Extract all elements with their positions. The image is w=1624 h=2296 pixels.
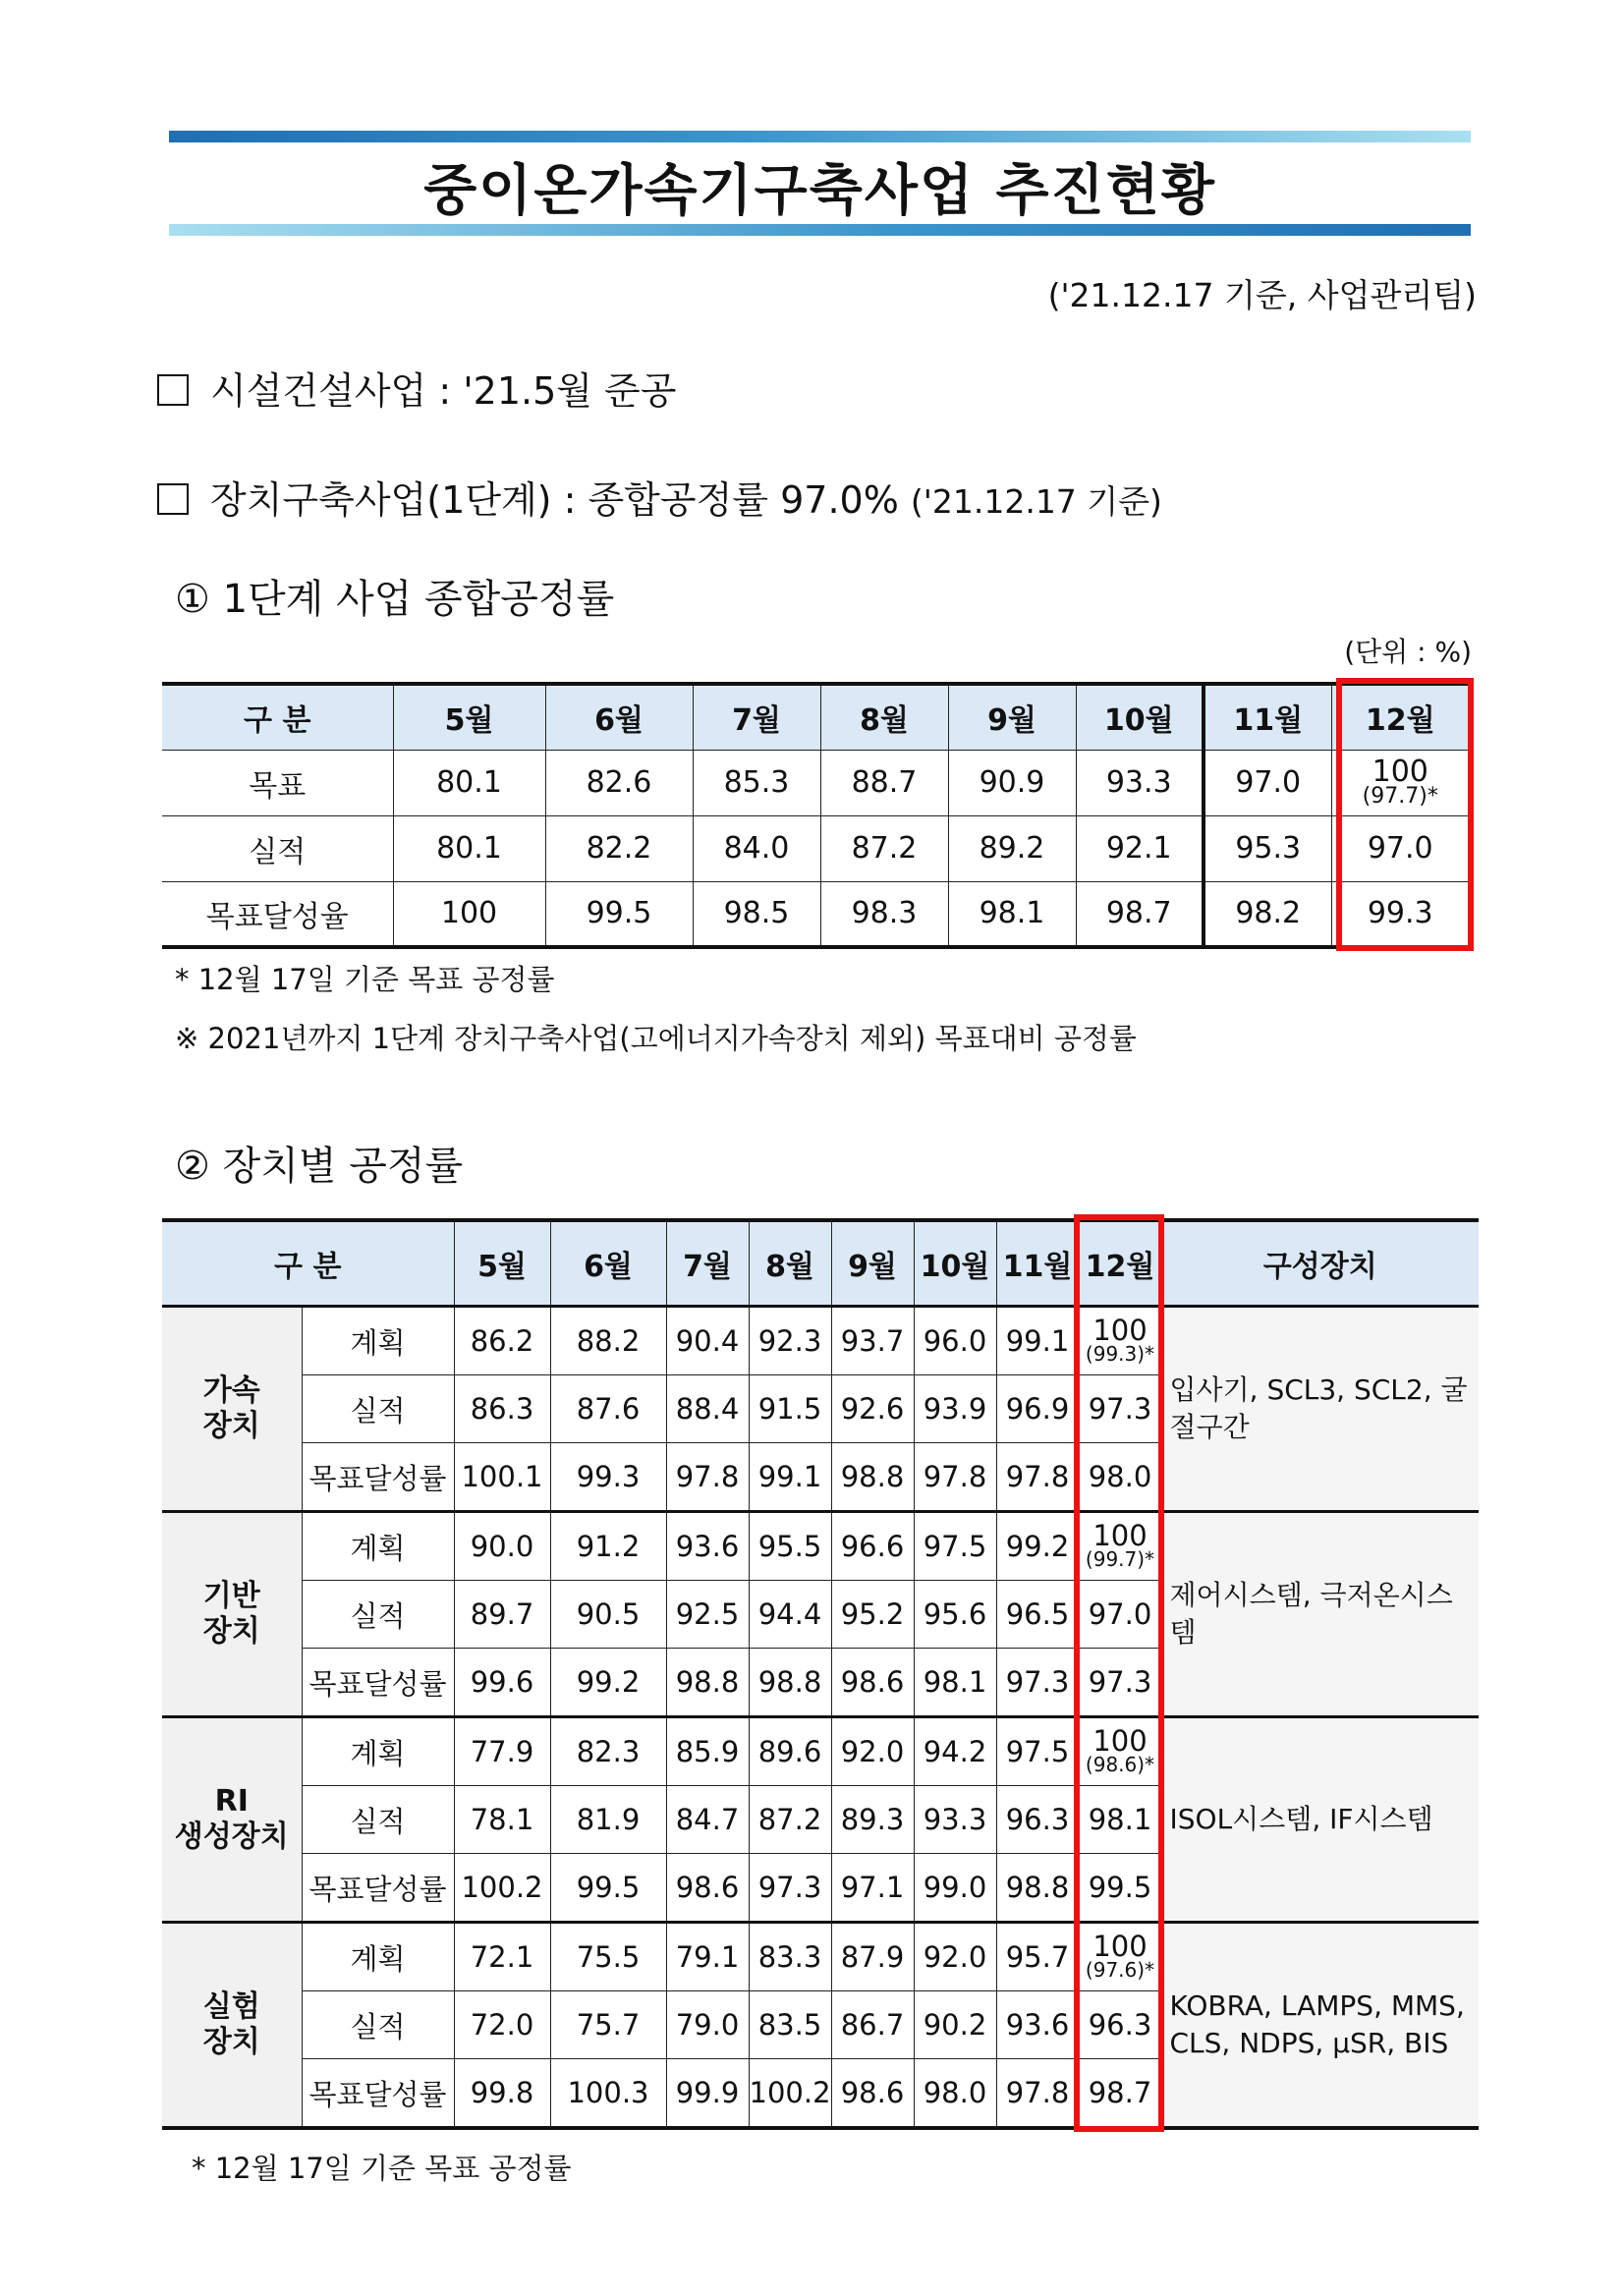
table-cell: 99.6 [454, 1649, 550, 1717]
table-cell: 82.6 [545, 750, 693, 815]
table-cell: 97.1 [831, 1854, 914, 1923]
table-row [162, 1307, 1479, 1375]
table-row [162, 815, 1469, 881]
table-cell: 91.5 [749, 1375, 831, 1443]
table-cell: 98.5 [693, 881, 820, 947]
table1-header-cell: 10월 [1076, 684, 1204, 750]
component-devices: ISOL시스템, IF시스템 [1161, 1717, 1479, 1923]
table-cell: 96.3 [1079, 1991, 1161, 2059]
cell-main-value: 100 [1372, 754, 1428, 789]
table-cell: 97.8 [996, 2059, 1079, 2129]
table-cell: 99.3 [550, 1443, 666, 1512]
row-label: 목표달성률 [302, 1854, 454, 1923]
cell-main-value: 100 [1092, 1519, 1148, 1552]
component-devices: 제어시스템, 극저온시스템 [1161, 1512, 1479, 1717]
table-cell: 90.5 [550, 1581, 666, 1649]
table1-header-cell: 5월 [393, 684, 545, 750]
table-cell: 98.3 [820, 881, 948, 947]
table-cell: 84.0 [693, 815, 820, 881]
table-cell: 80.1 [393, 750, 545, 815]
table-cell: 97.0 [1204, 750, 1331, 815]
table-cell: 99.5 [550, 1854, 666, 1923]
item-device-label: 장치구축사업(1단계) [210, 478, 552, 522]
table-cell: 97.5 [914, 1512, 996, 1581]
table2-header-cell: 10월 [914, 1220, 996, 1307]
cell-sub-value: (97.7)* [1362, 783, 1438, 809]
table-cell: 72.1 [454, 1923, 550, 1991]
table-cell: 93.9 [914, 1375, 996, 1443]
table-cell: 97.5 [996, 1717, 1079, 1786]
table-cell: 75.7 [550, 1991, 666, 2059]
table-cell: 100 [393, 881, 545, 947]
table2-header-cell: 9월 [831, 1220, 914, 1307]
table-cell: 75.5 [550, 1923, 666, 1991]
table-cell: 86.3 [454, 1375, 550, 1443]
device-group-name: 실험 장치 [162, 1923, 302, 2129]
table-cell: 72.0 [454, 1991, 550, 2059]
table-cell: 96.0 [914, 1307, 996, 1375]
cell-main-value: 100 [1092, 1314, 1148, 1347]
table-cell: 97.0 [1079, 1581, 1161, 1649]
cell-main-value: 100 [1092, 1930, 1148, 1963]
table1-header-cell: 7월 [693, 684, 820, 750]
highlight-box-december [1074, 1214, 1164, 2132]
table-cell: 98.1 [914, 1649, 996, 1717]
table-cell: 92.6 [831, 1375, 914, 1443]
footnote-target: * 12월 17일 기준 목표 공정률 [175, 963, 555, 996]
device-group-name: RI 생성장치 [162, 1717, 302, 1923]
row-label: 목표달성률 [302, 1649, 454, 1717]
table-cell: 88.7 [820, 750, 948, 815]
table-cell: 89.3 [831, 1786, 914, 1854]
row-label: 계획 [302, 1307, 454, 1375]
table-cell: 93.7 [831, 1307, 914, 1375]
table2-header-cell: 구 분 [162, 1220, 454, 1307]
table1-header-cell: 9월 [948, 684, 1076, 750]
table-cell: 99.1 [996, 1307, 1079, 1375]
table-cell: 95.2 [831, 1581, 914, 1649]
section2-title: ② 장치별 공정률 [175, 1144, 464, 1189]
row-label: 실적 [162, 815, 393, 881]
table-cell: 92.5 [666, 1581, 749, 1649]
table-cell: 90.9 [948, 750, 1076, 815]
cell-sub-value: (98.6)* [1085, 1753, 1155, 1776]
component-devices: KOBRA, LAMPS, MMS, CLS, NDPS, μSR, BIS [1161, 1923, 1479, 2129]
highlight-box-december [1336, 678, 1474, 951]
table-cell: 87.9 [831, 1923, 914, 1991]
table-cell: 98.0 [914, 2059, 996, 2129]
item-facility-label: 시설건설사업 [210, 369, 427, 413]
table-cell: 95.7 [996, 1923, 1079, 1991]
row-label: 목표달성률 [302, 1443, 454, 1512]
table-cell: 98.2 [1204, 881, 1331, 947]
table1-header-row [162, 684, 1469, 750]
table-cell: 86.7 [831, 1991, 914, 2059]
table-cell: 99.5 [1079, 1854, 1161, 1923]
table-cell: 91.2 [550, 1512, 666, 1581]
row-label: 계획 [302, 1923, 454, 1991]
title-bar-top [169, 131, 1471, 142]
table-cell: 97.0 [1331, 815, 1469, 881]
row-label: 계획 [302, 1512, 454, 1581]
row-label: 실적 [302, 1991, 454, 2059]
table-cell: 97.3 [996, 1649, 1079, 1717]
table-cell: 100.1 [454, 1443, 550, 1512]
table-cell: 90.0 [454, 1512, 550, 1581]
table-cell: 83.5 [749, 1991, 831, 2059]
table1-header-cell: 8월 [820, 684, 948, 750]
table-cell: 79.0 [666, 1991, 749, 2059]
table-cell: 99.1 [749, 1443, 831, 1512]
title-bar-bottom [169, 224, 1471, 236]
table-cell: 89.7 [454, 1581, 550, 1649]
item-device-basis: ('21.12.17 기준) [910, 482, 1162, 521]
table-cell: 96.9 [996, 1375, 1079, 1443]
table-cell: 97.3 [749, 1854, 831, 1923]
cell-main-value: 100 [1092, 1724, 1148, 1758]
table-cell: 94.2 [914, 1717, 996, 1786]
item-facility-value: '21.5월 준공 [463, 369, 677, 413]
table-cell: 84.7 [666, 1786, 749, 1854]
table-cell: 98.8 [996, 1854, 1079, 1923]
item-device-value: 종합공정률 97.0% [588, 478, 899, 522]
item-device: 장치구축사업(1단계) : 종합공정률 97.0% ('21.12.17 기준) [157, 470, 1162, 524]
row-label: 실적 [302, 1581, 454, 1649]
row-label: 실적 [302, 1375, 454, 1443]
table-cell: 98.1 [1079, 1786, 1161, 1854]
component-devices: 입사기, SCL3, SCL2, 굴절구간 [1161, 1307, 1479, 1512]
table-cell: 85.9 [666, 1717, 749, 1786]
table2-header-cell: 11월 [996, 1220, 1079, 1307]
table1-header-cell: 6월 [545, 684, 693, 750]
row-label: 목표달성율 [162, 881, 393, 947]
table-cell: 92.0 [914, 1923, 996, 1991]
device-group-name: 기반 장치 [162, 1512, 302, 1717]
overall-progress-table [162, 682, 1469, 949]
table-cell: 79.1 [666, 1923, 749, 1991]
checkbox-square-icon [157, 483, 189, 515]
table-cell: 92.1 [1076, 815, 1204, 881]
table2-header-cell: 8월 [749, 1220, 831, 1307]
table-cell: 95.6 [914, 1581, 996, 1649]
table-cell: 96.6 [831, 1512, 914, 1581]
table-row [162, 1512, 1479, 1581]
cell-sub-value: (99.7)* [1085, 1547, 1155, 1571]
table-cell: 99.5 [545, 881, 693, 947]
unit-label: (단위 : %) [1344, 636, 1472, 668]
table-cell: 97.3 [1079, 1375, 1161, 1443]
table-cell: 90.2 [914, 1991, 996, 2059]
table-cell: 93.6 [666, 1512, 749, 1581]
device-progress-table [162, 1218, 1479, 2130]
table-cell: 99.9 [666, 2059, 749, 2129]
page-title: 중이온가속기구축사업 추진현황 [423, 159, 1216, 223]
table1-header-cell: 11월 [1204, 684, 1331, 750]
table-cell: 100.2 [749, 2059, 831, 2129]
row-label: 목표달성률 [302, 2059, 454, 2129]
footnote-scope: ※ 2021년까지 1단계 장치구축사업(고에너지가속장치 제외) 목표대비 공정률 [175, 1022, 1137, 1055]
table-cell: 89.6 [749, 1717, 831, 1786]
row-label: 계획 [302, 1717, 454, 1786]
table-cell: 96.5 [996, 1581, 1079, 1649]
basis-date: ('21.12.17 기준, 사업관리팀) [1047, 276, 1477, 314]
table-cell: 98.0 [1079, 1443, 1161, 1512]
table2-header-cell: 7월 [666, 1220, 749, 1307]
table-cell: 98.8 [749, 1649, 831, 1717]
table-cell: 87.2 [820, 815, 948, 881]
table-row [162, 1717, 1479, 1786]
table-cell: 93.3 [914, 1786, 996, 1854]
row-label: 목표 [162, 750, 393, 815]
table-cell: 88.4 [666, 1375, 749, 1443]
table1-header-cell: 12월 [1331, 684, 1469, 750]
table-cell: 81.9 [550, 1786, 666, 1854]
table-cell: 99.0 [914, 1854, 996, 1923]
table-cell: 99.3 [1331, 881, 1469, 947]
table-cell: 82.3 [550, 1717, 666, 1786]
table-cell: 88.2 [550, 1307, 666, 1375]
table-cell: 87.2 [749, 1786, 831, 1854]
table-cell: 98.8 [831, 1443, 914, 1512]
table-row [162, 750, 1469, 815]
table-cell: 93.3 [1076, 750, 1204, 815]
table-cell: 98.6 [831, 2059, 914, 2129]
table-cell: 95.5 [749, 1512, 831, 1581]
device-group-name: 가속 장치 [162, 1307, 302, 1512]
table1-header-cell: 구 분 [162, 684, 393, 750]
table-cell: 83.3 [749, 1923, 831, 1991]
table-cell: 86.2 [454, 1307, 550, 1375]
table2-header-cell: 12월 [1079, 1220, 1161, 1307]
table-row [162, 881, 1469, 947]
table2-header-cell: 5월 [454, 1220, 550, 1307]
table-cell: 87.6 [550, 1375, 666, 1443]
table-cell: 96.3 [996, 1786, 1079, 1854]
table-cell: 99.8 [454, 2059, 550, 2129]
table2-header-row [162, 1220, 1479, 1307]
table-cell: 97.8 [666, 1443, 749, 1512]
table-cell: 92.3 [749, 1307, 831, 1375]
table-cell: 98.6 [666, 1854, 749, 1923]
table-cell: 97.8 [996, 1443, 1079, 1512]
table-cell: 93.6 [996, 1991, 1079, 2059]
table-cell: 100.3 [550, 2059, 666, 2129]
table-cell: 99.2 [550, 1649, 666, 1717]
table-cell: 100.2 [454, 1854, 550, 1923]
table-cell: 98.7 [1079, 2059, 1161, 2129]
table2-header-cell: 구성장치 [1161, 1220, 1479, 1307]
table-cell: 97.3 [1079, 1649, 1161, 1717]
table-cell: 77.9 [454, 1717, 550, 1786]
table-cell: 98.7 [1076, 881, 1204, 947]
row-label: 실적 [302, 1786, 454, 1854]
table-cell: 89.2 [948, 815, 1076, 881]
table-cell: 99.2 [996, 1512, 1079, 1581]
checkbox-square-icon [157, 374, 189, 406]
table-cell: 95.3 [1204, 815, 1331, 881]
table-cell: 94.4 [749, 1581, 831, 1649]
section1-title: ① 1단계 사업 종합공정률 [175, 577, 615, 622]
table-cell: 78.1 [454, 1786, 550, 1854]
cell-sub-value: (97.6)* [1085, 1958, 1155, 1982]
table-cell: 97.8 [914, 1443, 996, 1512]
table-cell: 98.6 [831, 1649, 914, 1717]
cell-sub-value: (99.3)* [1085, 1342, 1155, 1366]
table2-header-cell: 6월 [550, 1220, 666, 1307]
table-cell: 98.8 [666, 1649, 749, 1717]
item-facility: 시설건설사업 : '21.5월 준공 [157, 361, 676, 415]
table-cell: 98.1 [948, 881, 1076, 947]
table-cell: 80.1 [393, 815, 545, 881]
table-cell: 82.2 [545, 815, 693, 881]
table-cell: 92.0 [831, 1717, 914, 1786]
table-row [162, 1923, 1479, 1991]
table-cell: 85.3 [693, 750, 820, 815]
table-cell: 90.4 [666, 1307, 749, 1375]
footnote-target-2: * 12월 17일 기준 목표 공정률 [192, 2152, 572, 2185]
